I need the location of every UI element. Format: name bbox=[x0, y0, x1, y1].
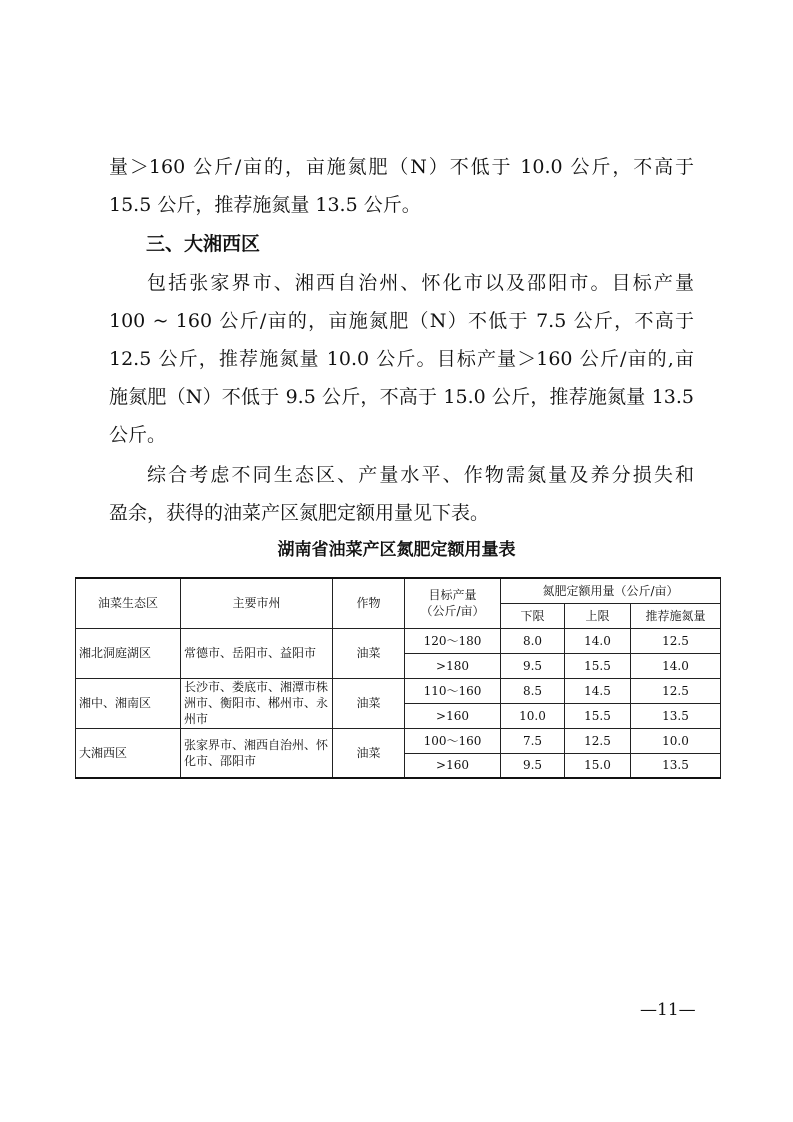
table-row bbox=[76, 628, 721, 653]
text-line: 12.5 公斤，推荐施氮量 10.0 公斤。目标产量＞160 公斤/亩的,亩 bbox=[109, 348, 694, 370]
paragraph-western-zone bbox=[109, 264, 694, 454]
paragraph-summary bbox=[109, 456, 694, 532]
zone-cell: 大湘西区 bbox=[76, 728, 181, 778]
yield-cell: >160 bbox=[405, 703, 501, 728]
text-line: 包括张家界市、湘西自治州、怀化市以及邵阳市。目标产量 bbox=[147, 272, 694, 294]
yield-cell: 120～180 bbox=[405, 628, 501, 653]
yield-cell: 100～160 bbox=[405, 728, 501, 753]
upper-cell: 14.0 bbox=[565, 628, 631, 653]
lower-cell: 9.5 bbox=[501, 753, 565, 778]
text-line: 综合考虑不同生态区、产量水平、作物需氮量及养分损失和 bbox=[147, 464, 694, 486]
text-line: 15.5 公斤，推荐施氮量 13.5 公斤。 bbox=[109, 194, 421, 216]
crop-cell: 油菜 bbox=[333, 628, 405, 678]
header-quota: 氮肥定额用量（公斤/亩） bbox=[501, 578, 721, 603]
crop-cell: 油菜 bbox=[333, 728, 405, 778]
header-lower: 下限 bbox=[501, 603, 565, 628]
header-recommended: 推荐施氮量 bbox=[631, 603, 721, 628]
recommended-cell: 13.5 bbox=[631, 703, 721, 728]
lower-cell: 8.5 bbox=[501, 678, 565, 703]
yield-cell: 110～160 bbox=[405, 678, 501, 703]
zone-cell: 湘中、湘南区 bbox=[76, 678, 181, 728]
yield-cell: >160 bbox=[405, 753, 501, 778]
upper-cell: 14.5 bbox=[565, 678, 631, 703]
recommended-cell: 12.5 bbox=[631, 678, 721, 703]
upper-cell: 12.5 bbox=[565, 728, 631, 753]
upper-cell: 15.5 bbox=[565, 703, 631, 728]
text-line: 盈余，获得的油菜产区氮肥定额用量见下表。 bbox=[109, 502, 490, 524]
header-target-yield: 目标产量 （公斤/亩） bbox=[405, 578, 501, 628]
lower-cell: 10.0 bbox=[501, 703, 565, 728]
cities-cell: 长沙市、娄底市、湘潭市株洲市、衡阳市、郴州市、永州市 bbox=[181, 678, 333, 728]
text-line: 100 ~ 160 公斤/亩的，亩施氮肥（N）不低于 7.5 公斤，不高于 bbox=[109, 310, 694, 332]
text-line: 公斤。 bbox=[109, 424, 167, 446]
table-row bbox=[76, 728, 721, 753]
table-row bbox=[76, 678, 721, 703]
recommended-cell: 14.0 bbox=[631, 653, 721, 678]
lower-cell: 8.0 bbox=[501, 628, 565, 653]
page-number: —11— bbox=[640, 1000, 696, 1020]
cities-cell: 常德市、岳阳市、益阳市 bbox=[181, 628, 333, 678]
header-zone: 油菜生态区 bbox=[76, 578, 181, 628]
nitrogen-quota-table bbox=[75, 577, 721, 779]
header-crop: 作物 bbox=[333, 578, 405, 628]
text-line: 施氮肥（N）不低于 9.5 公斤，不高于 15.0 公斤，推荐施氮量 13.5 bbox=[109, 386, 694, 408]
text-line: 量＞160 公斤/亩的，亩施氮肥（N）不低于 10.0 公斤，不高于 bbox=[109, 156, 694, 178]
zone-cell: 湘北洞庭湖区 bbox=[76, 628, 181, 678]
crop-cell: 油菜 bbox=[333, 678, 405, 728]
upper-cell: 15.0 bbox=[565, 753, 631, 778]
lower-cell: 7.5 bbox=[501, 728, 565, 753]
recommended-cell: 12.5 bbox=[631, 628, 721, 653]
recommended-cell: 13.5 bbox=[631, 753, 721, 778]
header-cities: 主要市州 bbox=[181, 578, 333, 628]
table-title: 湖南省油菜产区氮肥定额用量表 bbox=[277, 540, 516, 560]
lower-cell: 9.5 bbox=[501, 653, 565, 678]
cities-cell: 张家界市、湘西自治州、怀化市、邵阳市 bbox=[181, 728, 333, 778]
upper-cell: 15.5 bbox=[565, 653, 631, 678]
header-upper: 上限 bbox=[565, 603, 631, 628]
recommended-cell: 10.0 bbox=[631, 728, 721, 753]
section-heading: 三、大湘西区 bbox=[146, 233, 261, 255]
yield-cell: >180 bbox=[405, 653, 501, 678]
paragraph-northern-zone-tail bbox=[109, 148, 694, 224]
